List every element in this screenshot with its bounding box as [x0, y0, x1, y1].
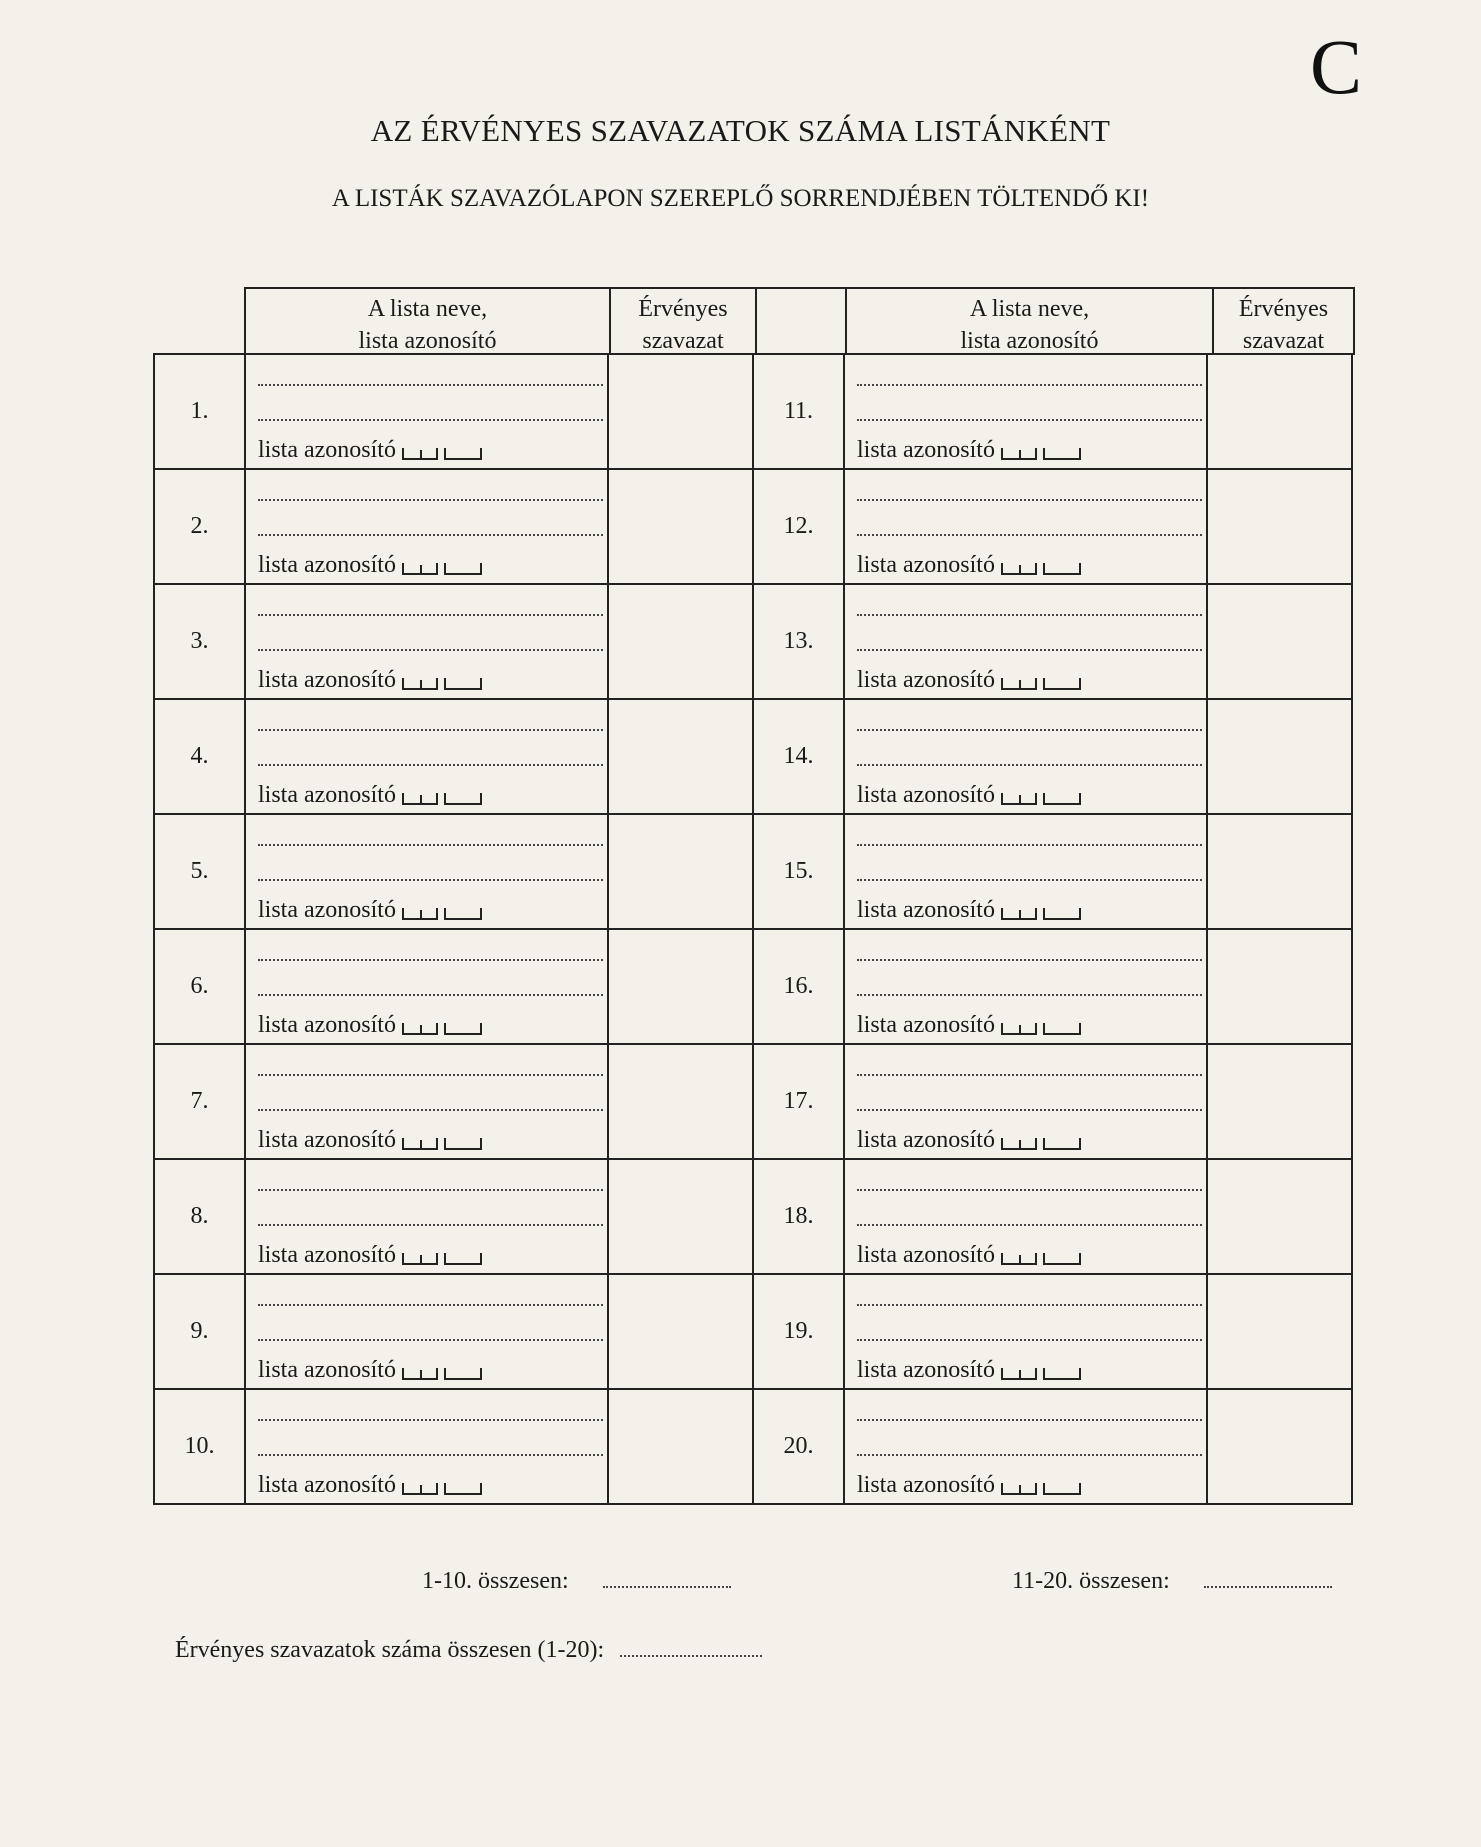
list-id-label: lista azonosító — [857, 552, 995, 578]
list-id-line — [258, 897, 607, 924]
row-number-right: 14. — [753, 699, 844, 814]
list-id-box-two-digit[interactable] — [1001, 908, 1037, 920]
list-name-cell-right[interactable] — [844, 1159, 1207, 1274]
list-id-box[interactable] — [444, 1023, 482, 1035]
list-id-label: lista azonosító — [258, 1012, 396, 1038]
row-number-right: 17. — [753, 1044, 844, 1159]
name-dotted-line[interactable] — [857, 383, 1202, 386]
list-name-cell-left[interactable] — [245, 584, 608, 699]
name-dotted-line[interactable] — [857, 1338, 1202, 1341]
header-votes-line1: Érvényes — [1238, 296, 1329, 322]
list-id-line — [857, 1127, 1206, 1154]
list-id-box[interactable] — [1043, 448, 1081, 460]
votes-cell-right[interactable] — [1207, 1274, 1352, 1389]
list-id-box-two-digit[interactable] — [402, 448, 438, 460]
list-id-line — [258, 782, 607, 809]
list-name-cell-right[interactable] — [844, 354, 1207, 469]
total-11-20 — [1012, 1568, 1332, 1595]
list-id-label: lista azonosító — [258, 437, 396, 463]
votes-cell-right[interactable] — [1207, 354, 1352, 469]
list-id-box-two-digit[interactable] — [402, 1368, 438, 1380]
list-id-label: lista azonosító — [258, 1357, 396, 1383]
row-number-left: 8. — [154, 1159, 245, 1274]
name-dotted-line[interactable] — [857, 533, 1202, 536]
list-name-cell-left[interactable] — [245, 814, 608, 929]
list-id-label: lista azonosító — [258, 897, 396, 923]
row-number-left: 10. — [154, 1389, 245, 1504]
list-id-box-two-digit[interactable] — [402, 563, 438, 575]
header-name-left — [244, 287, 609, 355]
list-id-line — [857, 782, 1206, 809]
row-number-left: 7. — [154, 1044, 245, 1159]
list-id-box[interactable] — [1043, 908, 1081, 920]
list-id-line — [258, 1472, 607, 1499]
votes-cell-left[interactable] — [608, 1389, 753, 1504]
votes-cell-right[interactable] — [1207, 929, 1352, 1044]
list-id-line — [857, 437, 1206, 464]
total-11-20-field[interactable] — [1204, 1585, 1332, 1588]
header-spacer — [755, 287, 845, 355]
list-id-line — [258, 1242, 607, 1269]
list-id-box-two-digit[interactable] — [1001, 1253, 1037, 1265]
list-name-cell-right[interactable] — [844, 814, 1207, 929]
name-dotted-line[interactable] — [258, 763, 603, 766]
name-dotted-line[interactable] — [258, 878, 603, 881]
name-dotted-line[interactable] — [857, 1418, 1202, 1421]
list-id-box[interactable] — [444, 1483, 482, 1495]
list-id-box[interactable] — [1043, 1023, 1081, 1035]
row-number-right: 18. — [753, 1159, 844, 1274]
name-dotted-line[interactable] — [857, 1108, 1202, 1111]
name-dotted-line[interactable] — [258, 1453, 603, 1456]
name-dotted-line[interactable] — [857, 1073, 1202, 1076]
votes-cell-left[interactable] — [608, 1159, 753, 1274]
header-name-line2: lista azonosító — [960, 328, 1099, 354]
list-id-box[interactable] — [1043, 1253, 1081, 1265]
list-id-box-two-digit[interactable] — [1001, 1138, 1037, 1150]
list-id-box[interactable] — [444, 793, 482, 805]
list-id-label: lista azonosító — [258, 1242, 396, 1268]
page-subtitle: A LISTÁK SZAVAZÓLAPON SZEREPLŐ SORRENDJÉBEN TÖLTENDŐ KI! — [331, 185, 1150, 212]
header-votes-left — [609, 287, 755, 355]
list-name-cell-right[interactable] — [844, 1274, 1207, 1389]
votes-cell-left[interactable] — [608, 584, 753, 699]
list-id-box-two-digit[interactable] — [402, 1483, 438, 1495]
row-number-right: 12. — [753, 469, 844, 584]
list-id-line — [258, 437, 607, 464]
list-id-label: lista azonosító — [258, 1472, 396, 1498]
table-row — [154, 469, 1352, 584]
name-dotted-line[interactable] — [258, 1188, 603, 1191]
name-dotted-line[interactable] — [258, 1303, 603, 1306]
name-dotted-line[interactable] — [857, 958, 1202, 961]
total-11-20-label: 11-20. összesen: — [1012, 1568, 1170, 1594]
list-id-box[interactable] — [444, 908, 482, 920]
list-name-cell-left[interactable] — [245, 1389, 608, 1504]
list-id-label: lista azonosító — [258, 782, 396, 808]
name-dotted-line[interactable] — [857, 648, 1202, 651]
list-id-box-two-digit[interactable] — [402, 1138, 438, 1150]
list-id-line — [258, 552, 607, 579]
row-number-right: 20. — [753, 1389, 844, 1504]
votes-cell-left[interactable] — [608, 929, 753, 1044]
table-row — [154, 1389, 1352, 1504]
list-id-box[interactable] — [1043, 563, 1081, 575]
name-dotted-line[interactable] — [857, 613, 1202, 616]
header-name-line1: A lista neve, — [367, 296, 488, 322]
list-name-cell-right[interactable] — [844, 929, 1207, 1044]
list-id-line — [857, 1357, 1206, 1384]
list-name-cell-left[interactable] — [245, 469, 608, 584]
name-dotted-line[interactable] — [857, 728, 1202, 731]
list-id-label: lista azonosító — [258, 667, 396, 693]
name-dotted-line[interactable] — [857, 1303, 1202, 1306]
name-dotted-line[interactable] — [857, 993, 1202, 996]
table-row — [154, 929, 1352, 1044]
list-id-line — [258, 1357, 607, 1384]
name-dotted-line[interactable] — [258, 383, 603, 386]
list-id-label: lista azonosító — [857, 1242, 995, 1268]
name-dotted-line[interactable] — [258, 418, 603, 421]
name-dotted-line[interactable] — [857, 1223, 1202, 1226]
list-id-box-two-digit[interactable] — [402, 793, 438, 805]
grand-total-label: Érvényes szavazatok száma összesen (1-20): — [175, 1637, 605, 1663]
votes-cell-right[interactable] — [1207, 1044, 1352, 1159]
list-id-box[interactable] — [1043, 1138, 1081, 1150]
list-name-cell-left[interactable] — [245, 1274, 608, 1389]
list-id-box[interactable] — [444, 563, 482, 575]
page-title: AZ ÉRVÉNYES SZAVAZATOK SZÁMA LISTÁNKÉNT — [370, 113, 1111, 148]
page-letter: C — [1310, 23, 1363, 110]
list-id-line — [857, 1012, 1206, 1039]
row-number-left: 4. — [154, 699, 245, 814]
list-name-cell-right[interactable] — [844, 469, 1207, 584]
name-dotted-line[interactable] — [258, 648, 603, 651]
votes-cell-right[interactable] — [1207, 469, 1352, 584]
row-number-left: 9. — [154, 1274, 245, 1389]
row-number-left: 3. — [154, 584, 245, 699]
votes-cell-left[interactable] — [608, 469, 753, 584]
table-row — [154, 1159, 1352, 1274]
table-row — [154, 1274, 1352, 1389]
header-votes-line2: szavazat — [1242, 328, 1325, 354]
table-row — [154, 699, 1352, 814]
list-id-label: lista azonosító — [857, 1472, 995, 1498]
name-dotted-line[interactable] — [857, 498, 1202, 501]
list-id-box-two-digit[interactable] — [1001, 1023, 1037, 1035]
name-dotted-line[interactable] — [258, 1418, 603, 1421]
list-id-label: lista azonosító — [857, 897, 995, 923]
list-id-box-two-digit[interactable] — [402, 678, 438, 690]
name-dotted-line[interactable] — [857, 843, 1202, 846]
list-id-line — [258, 1012, 607, 1039]
total-1-10 — [422, 1568, 731, 1595]
row-number-right: 11. — [753, 354, 844, 469]
votes-cell-right[interactable] — [1207, 1159, 1352, 1274]
header-name-right — [845, 287, 1212, 355]
list-name-cell-left[interactable] — [245, 699, 608, 814]
list-name-cell-right[interactable] — [844, 584, 1207, 699]
list-id-label: lista azonosító — [857, 1012, 995, 1038]
list-name-cell-left[interactable] — [245, 1044, 608, 1159]
list-id-line — [857, 1472, 1206, 1499]
list-id-label: lista azonosító — [857, 1357, 995, 1383]
list-id-box-two-digit[interactable] — [1001, 678, 1037, 690]
grand-total-field[interactable] — [620, 1654, 762, 1657]
list-id-box[interactable] — [1043, 1483, 1081, 1495]
list-name-cell-right[interactable] — [844, 1044, 1207, 1159]
list-name-cell-left[interactable] — [245, 1159, 608, 1274]
name-dotted-line[interactable] — [258, 498, 603, 501]
name-dotted-line[interactable] — [258, 958, 603, 961]
list-id-label: lista azonosító — [258, 552, 396, 578]
total-1-10-field[interactable] — [603, 1585, 731, 1588]
name-dotted-line[interactable] — [258, 728, 603, 731]
list-id-line — [857, 1242, 1206, 1269]
name-dotted-line[interactable] — [258, 843, 603, 846]
list-name-cell-right[interactable] — [844, 1389, 1207, 1504]
grand-total — [175, 1637, 762, 1664]
list-id-box[interactable] — [1043, 678, 1081, 690]
name-dotted-line[interactable] — [857, 1453, 1202, 1456]
total-1-10-label: 1-10. összesen: — [422, 1568, 569, 1594]
list-id-box[interactable] — [1043, 793, 1081, 805]
name-dotted-line[interactable] — [258, 1073, 603, 1076]
header-name-line1: A lista neve, — [969, 296, 1090, 322]
name-dotted-line[interactable] — [857, 878, 1202, 881]
list-id-box-two-digit[interactable] — [1001, 448, 1037, 460]
list-id-box-two-digit[interactable] — [1001, 1368, 1037, 1380]
list-id-line — [258, 1127, 607, 1154]
row-number-right: 16. — [753, 929, 844, 1044]
list-id-line — [857, 552, 1206, 579]
votes-cell-left[interactable] — [608, 814, 753, 929]
votes-cell-left[interactable] — [608, 699, 753, 814]
name-dotted-line[interactable] — [258, 993, 603, 996]
list-id-label: lista azonosító — [857, 437, 995, 463]
name-dotted-line[interactable] — [857, 1188, 1202, 1191]
list-id-box-two-digit[interactable] — [1001, 563, 1037, 575]
name-dotted-line[interactable] — [258, 1108, 603, 1111]
list-id-label: lista azonosító — [258, 1127, 396, 1153]
list-id-box-two-digit[interactable] — [402, 1253, 438, 1265]
header-votes-line1: Érvényes — [638, 296, 728, 322]
name-dotted-line[interactable] — [857, 418, 1202, 421]
votes-table — [153, 353, 1353, 1505]
votes-cell-right[interactable] — [1207, 814, 1352, 929]
list-id-box-two-digit[interactable] — [402, 908, 438, 920]
name-dotted-line[interactable] — [258, 1223, 603, 1226]
list-name-cell-right[interactable] — [844, 699, 1207, 814]
list-id-box-two-digit[interactable] — [1001, 1483, 1037, 1495]
row-number-left: 5. — [154, 814, 245, 929]
table-row — [154, 354, 1352, 469]
votes-cell-right[interactable] — [1207, 584, 1352, 699]
list-id-box[interactable] — [1043, 1368, 1081, 1380]
name-dotted-line[interactable] — [258, 613, 603, 616]
list-id-line — [857, 667, 1206, 694]
list-id-label: lista azonosító — [857, 782, 995, 808]
list-id-box[interactable] — [444, 448, 482, 460]
row-number-left: 6. — [154, 929, 245, 1044]
row-number-right: 15. — [753, 814, 844, 929]
list-id-box[interactable] — [444, 1368, 482, 1380]
votes-cell-right[interactable] — [1207, 1389, 1352, 1504]
header-votes-line2: szavazat — [642, 328, 724, 354]
list-id-box[interactable] — [444, 1253, 482, 1265]
list-id-label: lista azonosító — [857, 667, 995, 693]
table-row — [154, 814, 1352, 929]
votes-cell-right[interactable] — [1207, 699, 1352, 814]
votes-cell-left[interactable] — [608, 354, 753, 469]
name-dotted-line[interactable] — [258, 533, 603, 536]
name-dotted-line[interactable] — [857, 763, 1202, 766]
list-id-label: lista azonosító — [857, 1127, 995, 1153]
list-id-line — [258, 667, 607, 694]
list-name-cell-left[interactable] — [245, 929, 608, 1044]
table-row — [154, 1044, 1352, 1159]
table-row — [154, 584, 1352, 699]
list-id-box-two-digit[interactable] — [1001, 793, 1037, 805]
name-dotted-line[interactable] — [258, 1338, 603, 1341]
votes-cell-left[interactable] — [608, 1044, 753, 1159]
row-number-right: 19. — [753, 1274, 844, 1389]
list-id-box-two-digit[interactable] — [402, 1023, 438, 1035]
votes-cell-left[interactable] — [608, 1274, 753, 1389]
row-number-right: 13. — [753, 584, 844, 699]
header-name-line2: lista azonosító — [358, 328, 497, 354]
list-id-line — [857, 897, 1206, 924]
header-votes-right — [1212, 287, 1355, 355]
row-number-left: 2. — [154, 469, 245, 584]
list-id-box[interactable] — [444, 678, 482, 690]
list-name-cell-left[interactable] — [245, 354, 608, 469]
row-number-left: 1. — [154, 354, 245, 469]
list-id-box[interactable] — [444, 1138, 482, 1150]
